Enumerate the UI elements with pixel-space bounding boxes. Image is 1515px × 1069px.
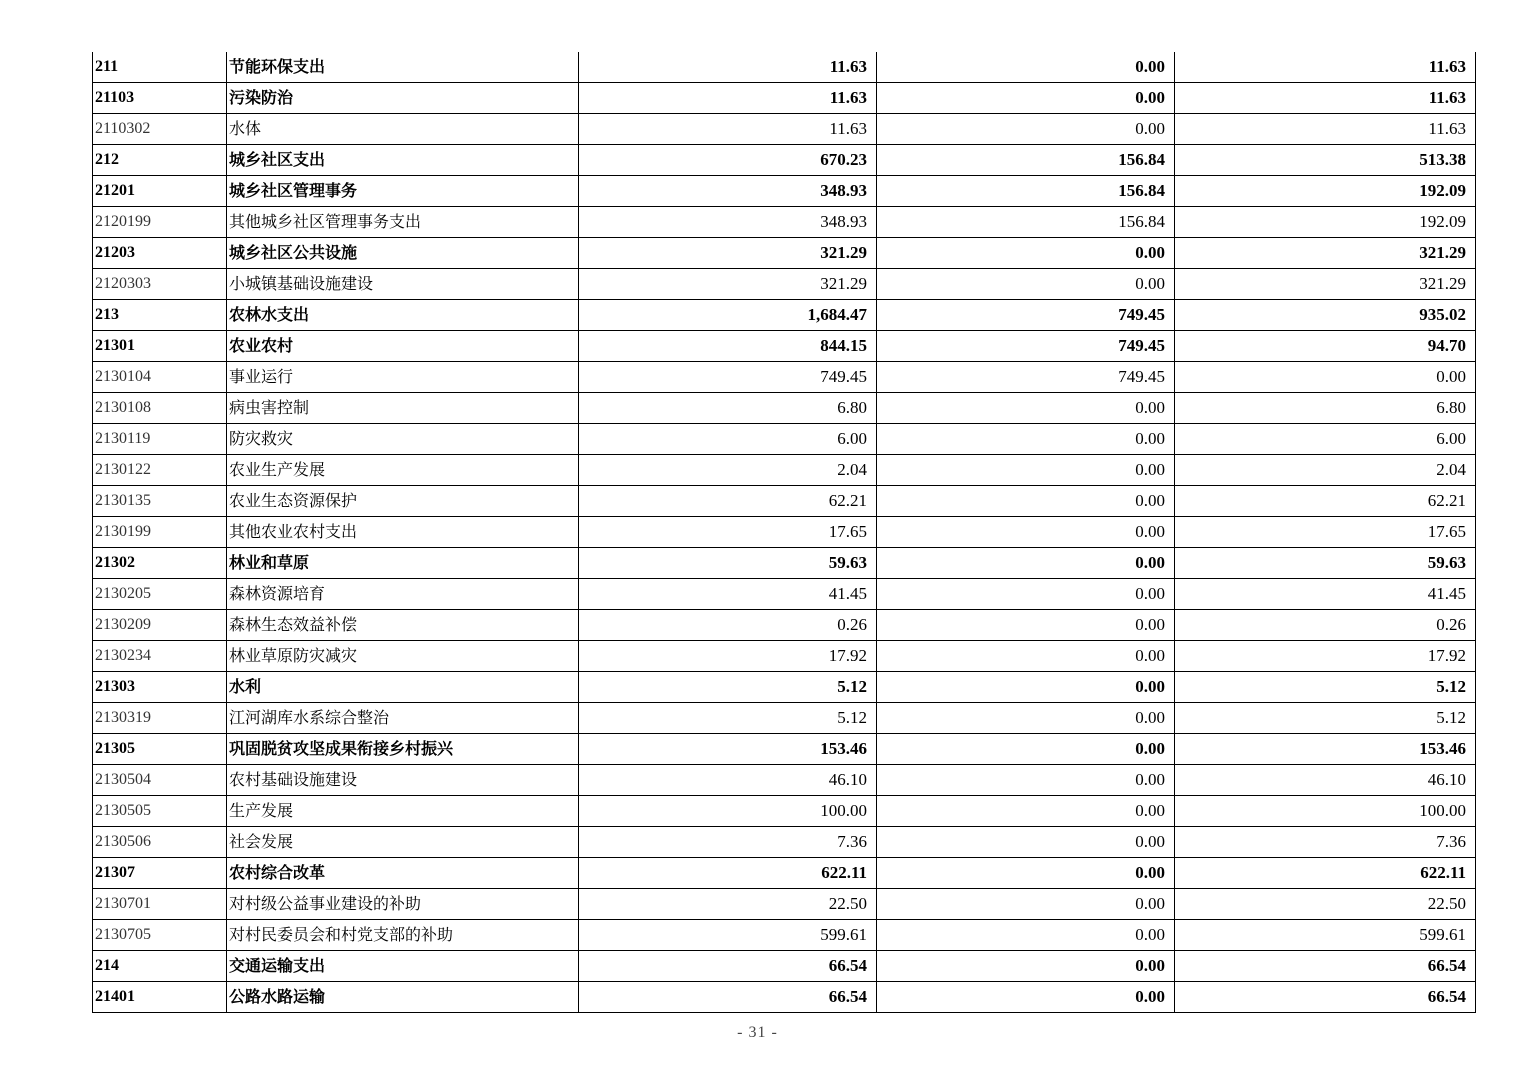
project-expenditure-cell: 513.38 xyxy=(1175,145,1476,176)
table-row xyxy=(93,610,1476,641)
table-row xyxy=(93,827,1476,858)
basic-expenditure-cell: 0.00 xyxy=(877,951,1175,982)
subject-code-cell: 2130319 xyxy=(93,703,227,734)
project-expenditure-cell: 0.26 xyxy=(1175,610,1476,641)
subject-code-cell: 21302 xyxy=(93,548,227,579)
project-expenditure-cell: 192.09 xyxy=(1175,176,1476,207)
table-row xyxy=(93,52,1476,83)
subject-code-cell: 2110302 xyxy=(93,114,227,145)
table-row xyxy=(93,486,1476,517)
total-amount-cell: 749.45 xyxy=(579,362,877,393)
table-row xyxy=(93,548,1476,579)
basic-expenditure-cell: 0.00 xyxy=(877,455,1175,486)
subject-name-cell: 对村级公益事业建设的补助 xyxy=(227,889,579,920)
basic-expenditure-cell: 156.84 xyxy=(877,176,1175,207)
table-row xyxy=(93,207,1476,238)
subject-code-cell: 2130701 xyxy=(93,889,227,920)
total-amount-cell: 348.93 xyxy=(579,207,877,238)
project-expenditure-cell: 321.29 xyxy=(1175,238,1476,269)
table-row xyxy=(93,424,1476,455)
subject-name-cell: 水体 xyxy=(227,114,579,145)
table-row xyxy=(93,455,1476,486)
subject-name-cell: 林业和草原 xyxy=(227,548,579,579)
basic-expenditure-cell: 0.00 xyxy=(877,889,1175,920)
total-amount-cell: 2.04 xyxy=(579,455,877,486)
basic-expenditure-cell: 0.00 xyxy=(877,269,1175,300)
subject-code-cell: 2130506 xyxy=(93,827,227,858)
total-amount-cell: 66.54 xyxy=(579,982,877,1013)
table-row xyxy=(93,734,1476,765)
table-row xyxy=(93,920,1476,951)
basic-expenditure-cell: 0.00 xyxy=(877,827,1175,858)
subject-code-cell: 2130209 xyxy=(93,610,227,641)
subject-code-cell: 211 xyxy=(93,52,227,83)
table-row xyxy=(93,765,1476,796)
subject-code-cell: 2130119 xyxy=(93,424,227,455)
table-row xyxy=(93,672,1476,703)
table-row xyxy=(93,238,1476,269)
subject-name-cell: 城乡社区支出 xyxy=(227,145,579,176)
subject-code-cell: 21203 xyxy=(93,238,227,269)
basic-expenditure-cell: 0.00 xyxy=(877,83,1175,114)
project-expenditure-cell: 6.80 xyxy=(1175,393,1476,424)
basic-expenditure-cell: 0.00 xyxy=(877,734,1175,765)
project-expenditure-cell: 66.54 xyxy=(1175,982,1476,1013)
subject-code-cell: 2120303 xyxy=(93,269,227,300)
project-expenditure-cell: 6.00 xyxy=(1175,424,1476,455)
project-expenditure-cell: 321.29 xyxy=(1175,269,1476,300)
subject-name-cell: 森林资源培育 xyxy=(227,579,579,610)
subject-code-cell: 21307 xyxy=(93,858,227,889)
subject-name-cell: 其他城乡社区管理事务支出 xyxy=(227,207,579,238)
subject-name-cell: 林业草原防灾减灾 xyxy=(227,641,579,672)
basic-expenditure-cell: 0.00 xyxy=(877,393,1175,424)
subject-name-cell: 社会发展 xyxy=(227,827,579,858)
basic-expenditure-cell: 0.00 xyxy=(877,858,1175,889)
basic-expenditure-cell: 0.00 xyxy=(877,982,1175,1013)
total-amount-cell: 0.26 xyxy=(579,610,877,641)
total-amount-cell: 5.12 xyxy=(579,672,877,703)
project-expenditure-cell: 622.11 xyxy=(1175,858,1476,889)
table-row xyxy=(93,331,1476,362)
basic-expenditure-cell: 0.00 xyxy=(877,641,1175,672)
subject-name-cell: 交通运输支出 xyxy=(227,951,579,982)
basic-expenditure-cell: 156.84 xyxy=(877,207,1175,238)
basic-expenditure-cell: 0.00 xyxy=(877,486,1175,517)
basic-expenditure-cell: 0.00 xyxy=(877,238,1175,269)
subject-name-cell: 小城镇基础设施建设 xyxy=(227,269,579,300)
subject-name-cell: 污染防治 xyxy=(227,83,579,114)
project-expenditure-cell: 17.92 xyxy=(1175,641,1476,672)
table-row xyxy=(93,641,1476,672)
table-row xyxy=(93,83,1476,114)
subject-code-cell: 2120199 xyxy=(93,207,227,238)
subject-name-cell: 事业运行 xyxy=(227,362,579,393)
subject-name-cell: 城乡社区公共设施 xyxy=(227,238,579,269)
project-expenditure-cell: 7.36 xyxy=(1175,827,1476,858)
subject-code-cell: 21303 xyxy=(93,672,227,703)
total-amount-cell: 844.15 xyxy=(579,331,877,362)
table-row xyxy=(93,858,1476,889)
budget-table xyxy=(92,52,1476,1013)
subject-code-cell: 2130122 xyxy=(93,455,227,486)
project-expenditure-cell: 153.46 xyxy=(1175,734,1476,765)
project-expenditure-cell: 599.61 xyxy=(1175,920,1476,951)
table-row xyxy=(93,796,1476,827)
total-amount-cell: 1,684.47 xyxy=(579,300,877,331)
total-amount-cell: 66.54 xyxy=(579,951,877,982)
total-amount-cell: 670.23 xyxy=(579,145,877,176)
basic-expenditure-cell: 0.00 xyxy=(877,672,1175,703)
project-expenditure-cell: 22.50 xyxy=(1175,889,1476,920)
total-amount-cell: 599.61 xyxy=(579,920,877,951)
basic-expenditure-cell: 0.00 xyxy=(877,548,1175,579)
total-amount-cell: 321.29 xyxy=(579,269,877,300)
project-expenditure-cell: 17.65 xyxy=(1175,517,1476,548)
table-row xyxy=(93,579,1476,610)
total-amount-cell: 59.63 xyxy=(579,548,877,579)
basic-expenditure-cell: 0.00 xyxy=(877,52,1175,83)
subject-code-cell: 2130135 xyxy=(93,486,227,517)
total-amount-cell: 11.63 xyxy=(579,114,877,145)
subject-code-cell: 21301 xyxy=(93,331,227,362)
project-expenditure-cell: 59.63 xyxy=(1175,548,1476,579)
subject-code-cell: 212 xyxy=(93,145,227,176)
subject-code-cell: 2130108 xyxy=(93,393,227,424)
subject-name-cell: 江河湖库水系综合整治 xyxy=(227,703,579,734)
subject-name-cell: 农村综合改革 xyxy=(227,858,579,889)
basic-expenditure-cell: 0.00 xyxy=(877,765,1175,796)
table-row xyxy=(93,362,1476,393)
total-amount-cell: 7.36 xyxy=(579,827,877,858)
project-expenditure-cell: 62.21 xyxy=(1175,486,1476,517)
project-expenditure-cell: 66.54 xyxy=(1175,951,1476,982)
subject-name-cell: 公路水路运输 xyxy=(227,982,579,1013)
table-body xyxy=(93,52,1476,1013)
basic-expenditure-cell: 749.45 xyxy=(877,300,1175,331)
project-expenditure-cell: 11.63 xyxy=(1175,83,1476,114)
table-row xyxy=(93,393,1476,424)
subject-code-cell: 21103 xyxy=(93,83,227,114)
subject-code-cell: 2130505 xyxy=(93,796,227,827)
basic-expenditure-cell: 749.45 xyxy=(877,331,1175,362)
subject-name-cell: 对村民委员会和村党支部的补助 xyxy=(227,920,579,951)
subject-code-cell: 2130504 xyxy=(93,765,227,796)
table-row xyxy=(93,703,1476,734)
project-expenditure-cell: 100.00 xyxy=(1175,796,1476,827)
project-expenditure-cell: 5.12 xyxy=(1175,703,1476,734)
total-amount-cell: 348.93 xyxy=(579,176,877,207)
basic-expenditure-cell: 0.00 xyxy=(877,703,1175,734)
subject-name-cell: 城乡社区管理事务 xyxy=(227,176,579,207)
project-expenditure-cell: 0.00 xyxy=(1175,362,1476,393)
project-expenditure-cell: 41.45 xyxy=(1175,579,1476,610)
basic-expenditure-cell: 0.00 xyxy=(877,517,1175,548)
project-expenditure-cell: 11.63 xyxy=(1175,114,1476,145)
subject-name-cell: 其他农业农村支出 xyxy=(227,517,579,548)
total-amount-cell: 622.11 xyxy=(579,858,877,889)
table-row xyxy=(93,300,1476,331)
subject-name-cell: 农林水支出 xyxy=(227,300,579,331)
total-amount-cell: 11.63 xyxy=(579,83,877,114)
subject-code-cell: 214 xyxy=(93,951,227,982)
project-expenditure-cell: 94.70 xyxy=(1175,331,1476,362)
basic-expenditure-cell: 0.00 xyxy=(877,796,1175,827)
total-amount-cell: 5.12 xyxy=(579,703,877,734)
subject-name-cell: 森林生态效益补偿 xyxy=(227,610,579,641)
subject-code-cell: 2130199 xyxy=(93,517,227,548)
subject-name-cell: 农业生态资源保护 xyxy=(227,486,579,517)
project-expenditure-cell: 2.04 xyxy=(1175,455,1476,486)
subject-name-cell: 农业农村 xyxy=(227,331,579,362)
basic-expenditure-cell: 0.00 xyxy=(877,920,1175,951)
total-amount-cell: 11.63 xyxy=(579,52,877,83)
basic-expenditure-cell: 749.45 xyxy=(877,362,1175,393)
table-row xyxy=(93,951,1476,982)
subject-code-cell: 21305 xyxy=(93,734,227,765)
table-row xyxy=(93,114,1476,145)
table-row xyxy=(93,145,1476,176)
project-expenditure-cell: 935.02 xyxy=(1175,300,1476,331)
page-number: - 31 - xyxy=(737,1024,778,1041)
total-amount-cell: 46.10 xyxy=(579,765,877,796)
total-amount-cell: 6.80 xyxy=(579,393,877,424)
subject-name-cell: 农村基础设施建设 xyxy=(227,765,579,796)
subject-name-cell: 病虫害控制 xyxy=(227,393,579,424)
subject-code-cell: 213 xyxy=(93,300,227,331)
subject-code-cell: 2130705 xyxy=(93,920,227,951)
total-amount-cell: 153.46 xyxy=(579,734,877,765)
basic-expenditure-cell: 0.00 xyxy=(877,579,1175,610)
subject-code-cell: 21401 xyxy=(93,982,227,1013)
subject-code-cell: 2130104 xyxy=(93,362,227,393)
total-amount-cell: 6.00 xyxy=(579,424,877,455)
subject-name-cell: 农业生产发展 xyxy=(227,455,579,486)
basic-expenditure-cell: 0.00 xyxy=(877,610,1175,641)
subject-code-cell: 2130234 xyxy=(93,641,227,672)
total-amount-cell: 321.29 xyxy=(579,238,877,269)
table-row xyxy=(93,982,1476,1013)
basic-expenditure-cell: 156.84 xyxy=(877,145,1175,176)
table-row xyxy=(93,269,1476,300)
total-amount-cell: 17.92 xyxy=(579,641,877,672)
table-row xyxy=(93,889,1476,920)
total-amount-cell: 100.00 xyxy=(579,796,877,827)
subject-code-cell: 21201 xyxy=(93,176,227,207)
subject-name-cell: 节能环保支出 xyxy=(227,52,579,83)
table-row xyxy=(93,176,1476,207)
subject-code-cell: 2130205 xyxy=(93,579,227,610)
total-amount-cell: 41.45 xyxy=(579,579,877,610)
subject-name-cell: 防灾救灾 xyxy=(227,424,579,455)
total-amount-cell: 22.50 xyxy=(579,889,877,920)
subject-name-cell: 生产发展 xyxy=(227,796,579,827)
project-expenditure-cell: 11.63 xyxy=(1175,52,1476,83)
subject-name-cell: 巩固脱贫攻坚成果衔接乡村振兴 xyxy=(227,734,579,765)
basic-expenditure-cell: 0.00 xyxy=(877,424,1175,455)
total-amount-cell: 17.65 xyxy=(579,517,877,548)
project-expenditure-cell: 46.10 xyxy=(1175,765,1476,796)
subject-name-cell: 水利 xyxy=(227,672,579,703)
project-expenditure-cell: 5.12 xyxy=(1175,672,1476,703)
table-row xyxy=(93,517,1476,548)
basic-expenditure-cell: 0.00 xyxy=(877,114,1175,145)
project-expenditure-cell: 192.09 xyxy=(1175,207,1476,238)
total-amount-cell: 62.21 xyxy=(579,486,877,517)
